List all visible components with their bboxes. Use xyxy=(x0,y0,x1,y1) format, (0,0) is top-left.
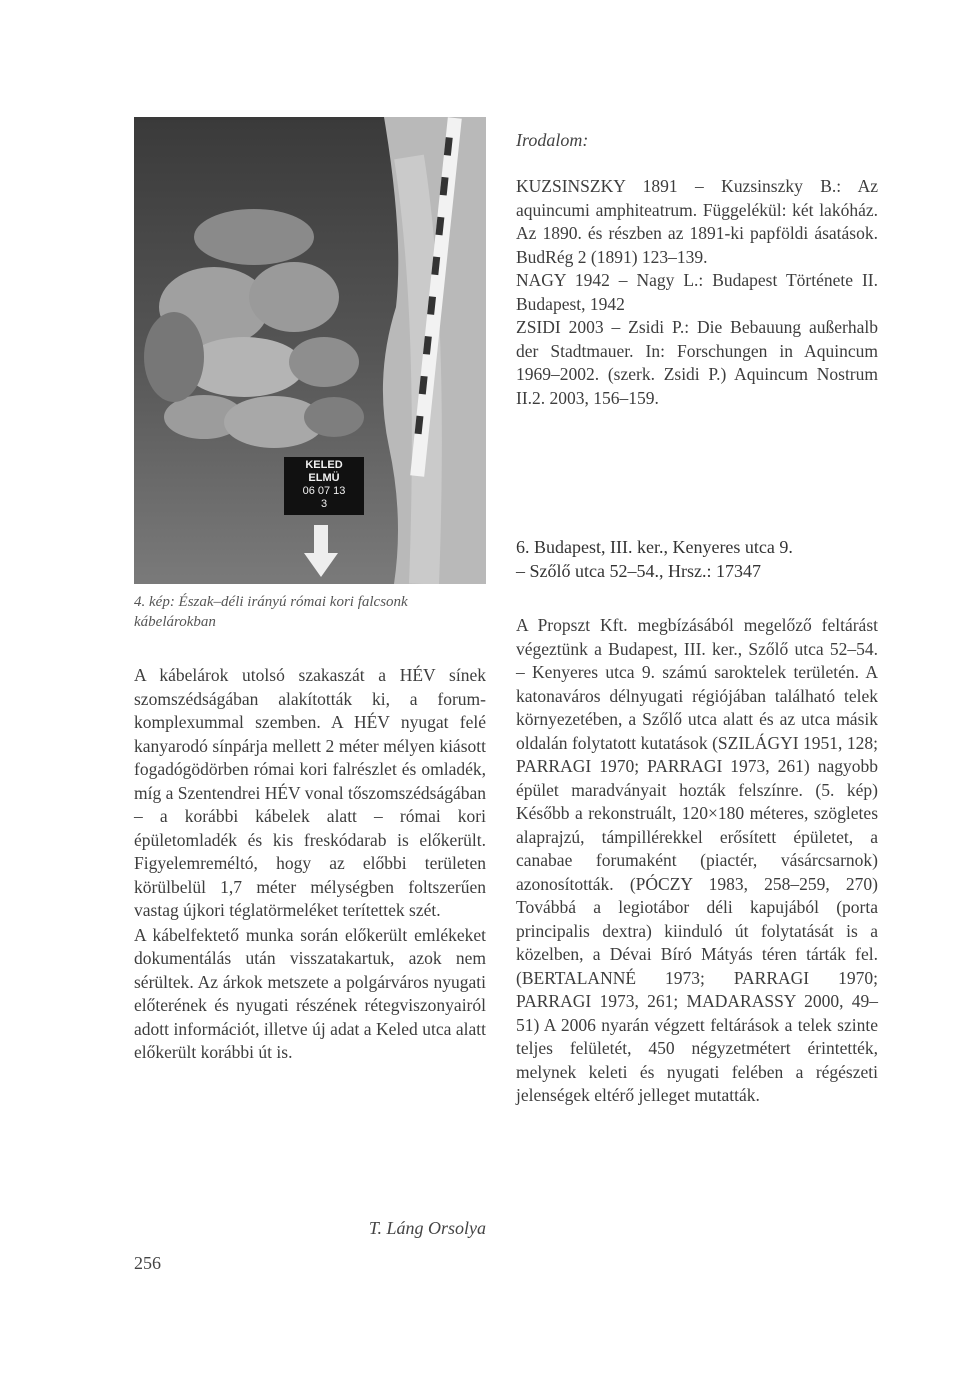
reference-item: KUZSINSZKY 1891 – Kuzsinszky B.: Az aquincumi amphiteatrum. Függelékül: két lakóház. Az 1890. és részben az 1891-ki papföldi ásatások. BudRég 2 (1891) 123–139. xyxy=(516,176,878,267)
author-signature: T. Láng Orsolya xyxy=(368,1218,486,1238)
paragraph: A kábelárok utolsó szakaszát a HÉV sínek szomszédságában alakították ki, a forum-komplexummal szemben. A HÉV nyugat felé kanyarodó sínpárja mellett 2 méter mélyen kiásott fogadógödörben római kori falrészlet és omladék, míg a Szentendrei HÉV vonal tőszomszédságában – a korábbi kábelek alatt – római kori épületomladék és kis freskódarab is előkerült. Figyelemreméltó, hogy az előbbi területen körülbelül 1,7 méter mélységben foltszerűen vastag újkori téglatörmeléket terítettek szét. xyxy=(134,665,487,920)
photo-drawing xyxy=(134,117,486,584)
paragraph: A kábelfektető munka során előkerült emlékeket dokumentálás után visszatakartuk, azok nem sérültek. Az árkok metszete a polgárváros nyugati előterének és nyugati részének rétegviszonyairól adott információt, illetve új adat a Keled utca alatt előkerült korábbi út is. xyxy=(134,924,486,1062)
excavation-photo xyxy=(134,117,486,584)
photo-label-line-1: KELED xyxy=(305,459,343,471)
site-heading xyxy=(516,535,878,583)
photo-label-line-4: 3 xyxy=(320,498,328,510)
reference-item: NAGY 1942 – Nagy L.: Budapest Története II. Budapest, 1942 xyxy=(516,270,878,314)
photo-caption: 4. kép: Észak–déli irányú római kori falcsonk kábelárokban xyxy=(134,594,408,630)
photo-label-board xyxy=(284,459,364,511)
reference-item: ZSIDI 2003 – Zsidi P.: Die Bebauung außerhalb der Stadtmauer. In: Forschungen in Aquincum 1969–2002. (szerk. Zsidi P.) Aquincum Nostrum II.2. 2003, 156–159. xyxy=(516,317,878,408)
photo-label-line-2: ELMÜ xyxy=(308,472,340,484)
site-heading-line-2: – Szőlő utca 52–54., Hrsz.: 17347 xyxy=(516,561,761,581)
left-column-text xyxy=(134,664,486,1065)
references-title: Irodalom: xyxy=(516,130,589,150)
right-column-text xyxy=(516,614,878,1108)
references-list xyxy=(516,175,878,410)
page-number: 256 xyxy=(134,1253,161,1273)
photo-label-line-3: 06 07 13 xyxy=(302,485,346,497)
paragraph: A Propszt Kft. megbízásából megelőző feltárást végeztünk a Budapest, III. ker., Szőlő utca 52–54. – Kenyeres utca 9. számú saroktelek területén. A katonaváros délnyugati régiójában található telek környezetében, a Szőlő utca alatt és az utca másik oldalán folytatott kutatások (SZILÁGYI 1951, 128; PARRAGI 1970; PARRAGI 1973, 261) nagyobb épület maradványait hozták felszínre. (5. kép) Később a rekonstruált, 120×180 méteres, szögletes alaprajzú, támpillérekkel erősített épületet, a canabae forumaként (piactér, vásárcsarnok) azonosították. (PÓCZY 1983, 258–259, 270) Továbbá a legiotábor déli kapujából (porta principalis dextra) kiinduló út folytatását is a közelben, a Dévai Bíró Mátyás téren tárták fel. (BERTALANNÉ 1973; PARRAGI 1970; PARRAGI 1973, 261; MADARASSY 2000, 49–51) A 2006 nyarán végzett feltárások a telek szinte teljes felületét, 450 négyzetmétert érintették, melynek keleti és nyugati felében a régészeti jelenségek eltérő jelleget mutatták. xyxy=(516,615,878,1105)
site-heading-line-1: 6. Budapest, III. ker., Kenyeres utca 9. xyxy=(516,537,793,557)
